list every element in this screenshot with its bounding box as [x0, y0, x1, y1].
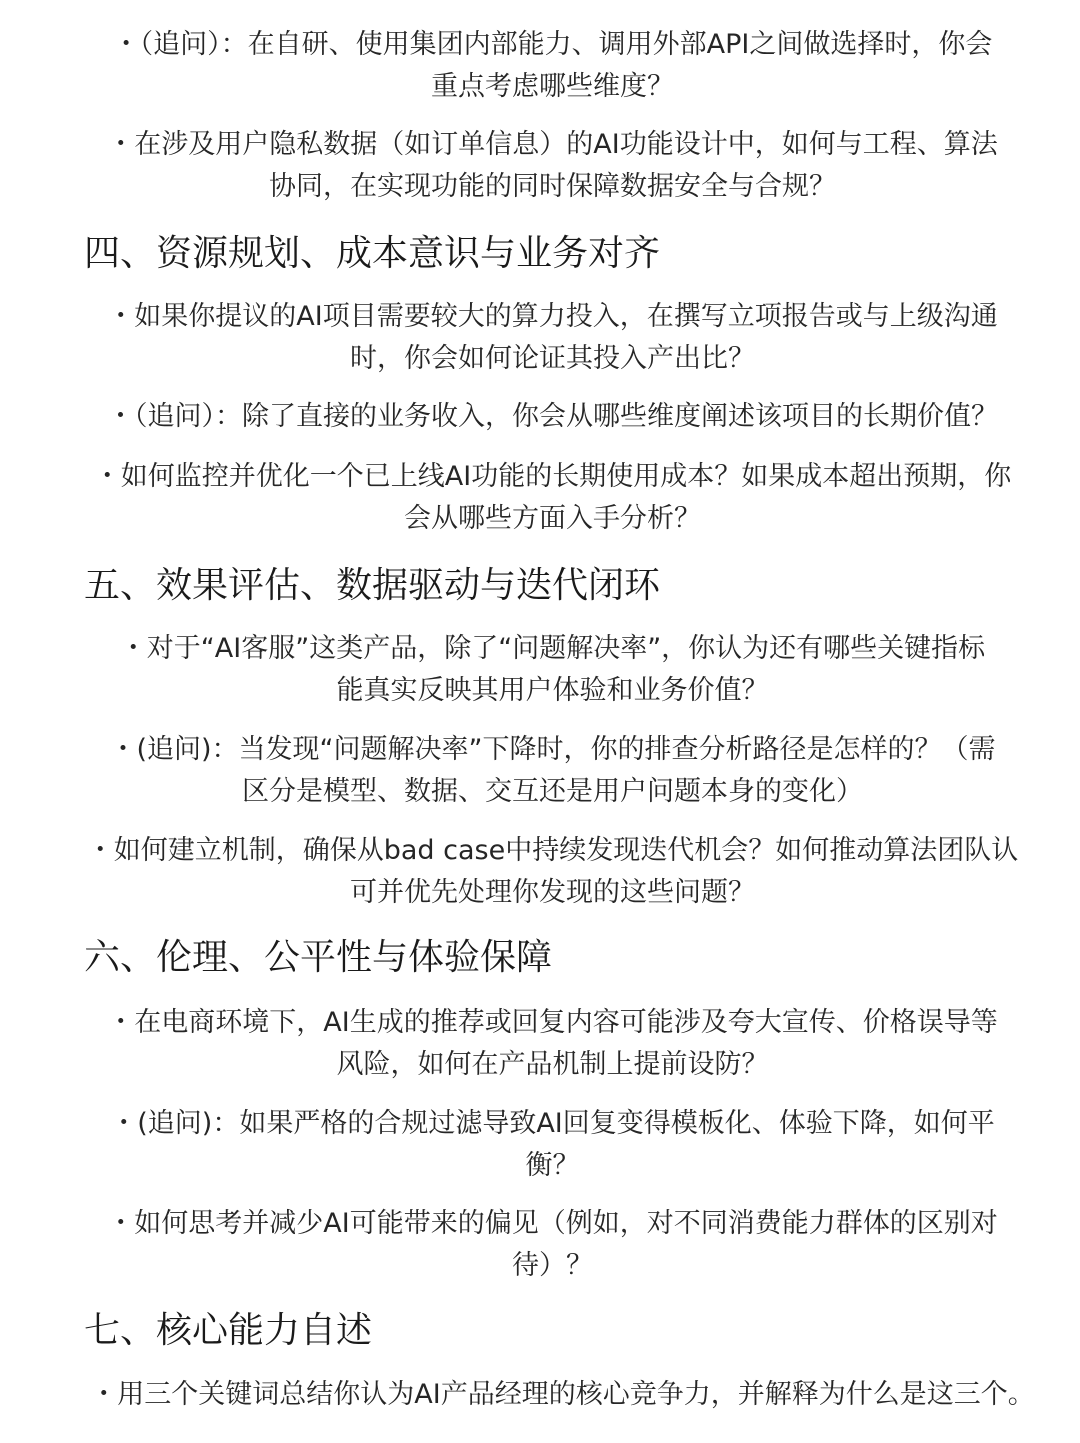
list-item — [80, 456, 1025, 540]
list-item-line: ・如何思考并减少AI可能带来的偏见（例如，对不同消费能力群体的区别对 — [107, 1208, 998, 1239]
list-item — [80, 1103, 1025, 1187]
section-heading: 五、效果评估、数据驱动与迭代闭环 — [84, 565, 661, 606]
list-item — [80, 1203, 1025, 1287]
list-item-line: 能真实反映其用户体验和业务价值？ — [336, 675, 769, 706]
list-item-line: ・（追问）：在自研、使用集团内部能力、调用外部API之间做选择时，你会 — [112, 29, 993, 60]
list-item-line: 待）？ — [512, 1250, 593, 1281]
list-item — [80, 124, 1025, 208]
list-item-line: ・如何监控并优化一个已上线AI功能的长期使用成本？如果成本超出预期，你 — [93, 461, 1012, 492]
list-item-line: 区分是模型、数据、交互还是用户问题本身的变化） — [242, 776, 863, 807]
list-item — [80, 1374, 1045, 1416]
list-item-line: 重点考虑哪些维度？ — [431, 71, 674, 102]
list-item-line: 会从哪些方面入手分析？ — [404, 503, 701, 534]
list-item-line: ・如何建立机制，确保从bad case中持续发现迭代机会？如何推动算法团队认 — [86, 835, 1019, 866]
list-item-line: ・(追问)：当发现“问题解决率”下降时，你的排查分析路径是怎样的？（需 — [109, 734, 996, 765]
list-item-line: 衡？ — [525, 1150, 580, 1181]
list-item-line: 协同，在实现功能的同时保障数据安全与合规？ — [269, 171, 836, 202]
list-item-line: ・（追问）：除了直接的业务收入，你会从哪些维度阐述该项目的长期价值？ — [107, 401, 998, 432]
list-item-line: ・(追问)：如果严格的合规过滤导致AI回复变得模板化、体验下降，如何平 — [110, 1108, 995, 1139]
list-item — [80, 1002, 1025, 1086]
list-item — [80, 729, 1025, 813]
section-heading: 四、资源规划、成本意识与业务对齐 — [84, 233, 661, 274]
list-item — [80, 296, 1025, 380]
section-heading: 七、核心能力自述 — [84, 1310, 373, 1351]
list-item-line: 时，你会如何论证其投入产出比？ — [350, 343, 755, 374]
list-item — [80, 396, 1025, 438]
list-item-line: ・在涉及用户隐私数据（如订单信息）的AI功能设计中，如何与工程、算法 — [107, 129, 998, 160]
list-item-line: ・用三个关键词总结你认为AI产品经理的核心竞争力，并解释为什么是这三个。 — [90, 1379, 1035, 1410]
list-item — [80, 628, 1025, 712]
list-item — [80, 830, 1025, 914]
list-item-line: ・在电商环境下，AI生成的推荐或回复内容可能涉及夸大宣传、价格误导等 — [107, 1007, 998, 1038]
list-item-line: ・对于“AI客服”这类产品，除了“问题解决率”，你认为还有哪些关键指标 — [119, 633, 986, 664]
list-item — [80, 24, 1025, 108]
section-heading: 六、伦理、公平性与体验保障 — [84, 937, 553, 978]
list-item-line: ・如果你提议的AI项目需要较大的算力投入，在撰写立项报告或与上级沟通 — [107, 301, 998, 332]
list-item-line: 风险，如何在产品机制上提前设防？ — [336, 1049, 769, 1080]
list-item-line: 可并优先处理你发现的这些问题？ — [350, 877, 755, 908]
